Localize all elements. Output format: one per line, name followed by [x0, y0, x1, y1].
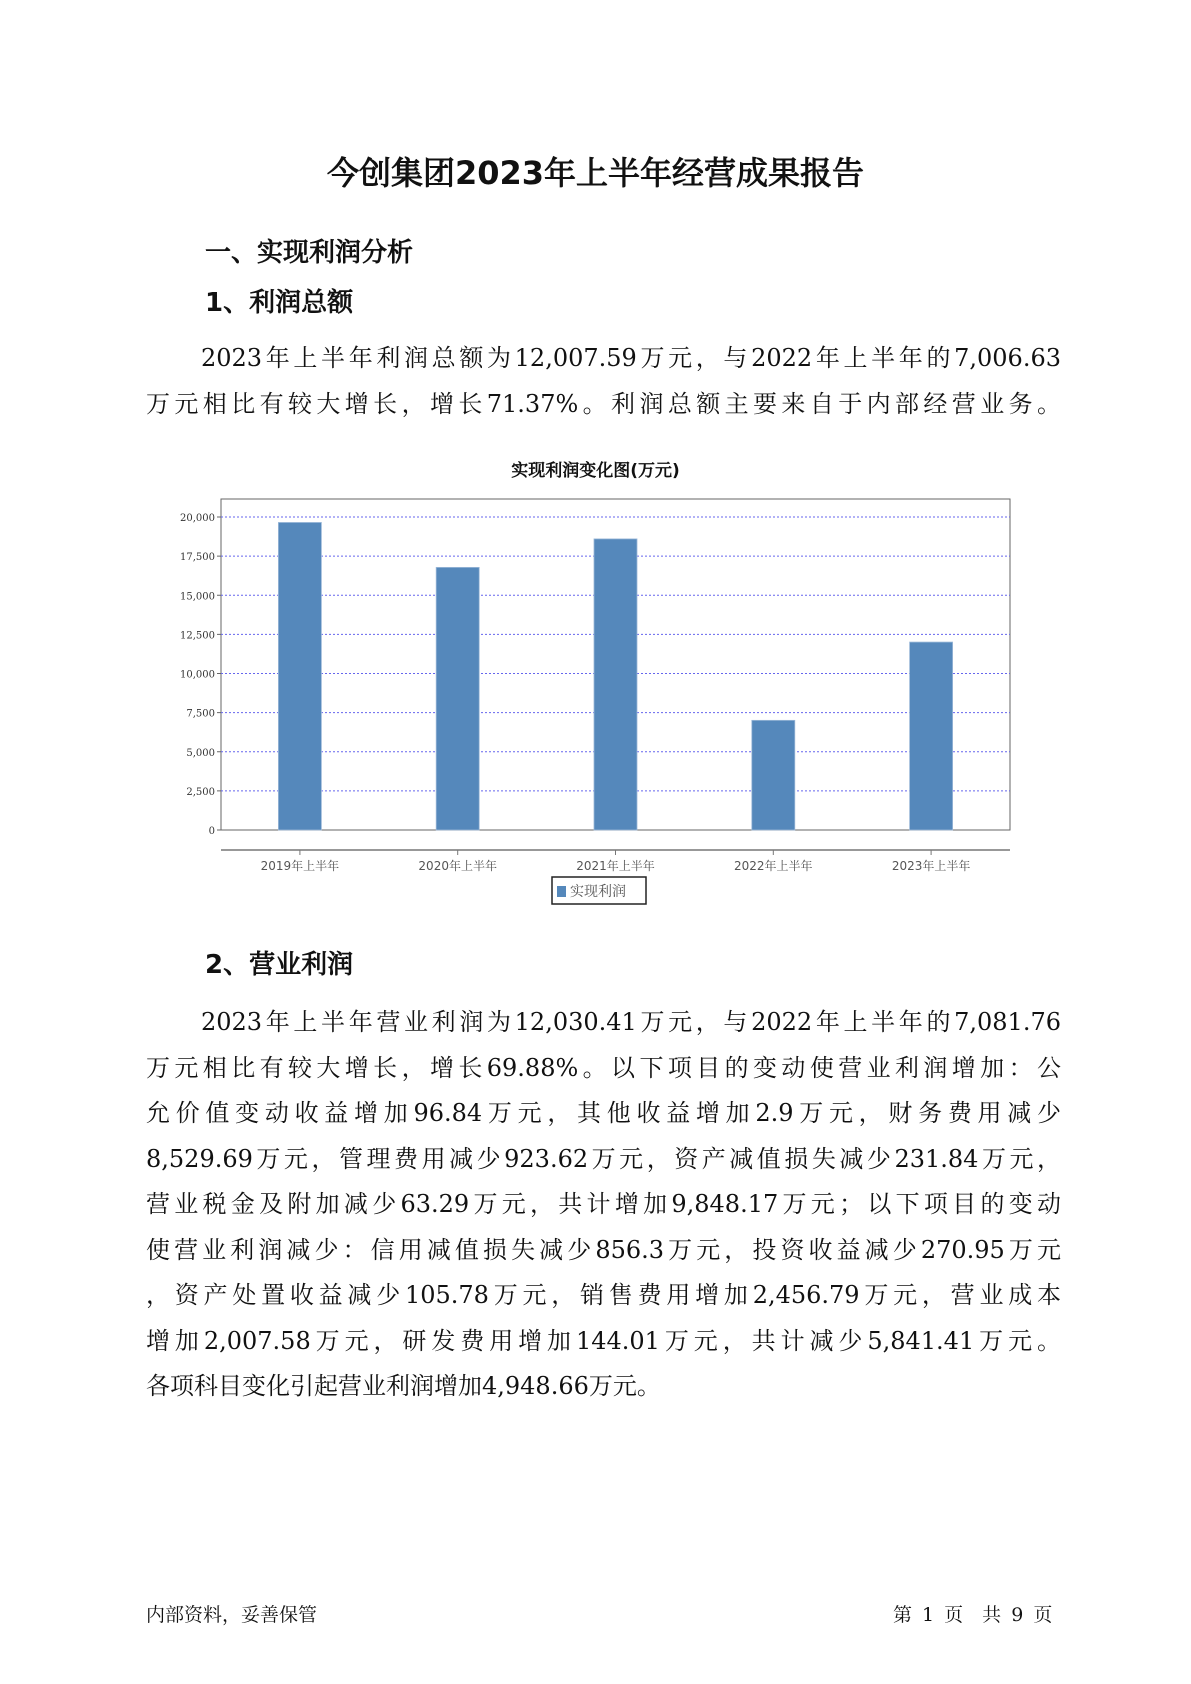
bar: [594, 539, 637, 830]
y-tick-label: 7,500: [186, 708, 215, 720]
text-line: 增加2,007.58万元，研发费用增加144.01万元，共计减少5,841.41万元。: [146, 1326, 1061, 1355]
footer-note: 内部资料，妥善保管: [146, 1604, 318, 1626]
text-line: ，资产处置收益减少105.78万元，销售费用增加2,456.79万元，营业成本: [146, 1281, 1061, 1309]
text-line: 营业税金及附加减少63.29万元，共计增加9,848.17万元；以下项目的变动: [146, 1190, 1061, 1218]
y-tick-label: 15,000: [180, 591, 215, 603]
y-tick-label: 17,500: [180, 552, 215, 564]
section-heading: 一、实现利润分析: [205, 238, 414, 268]
y-tick-label: 20,000: [180, 513, 215, 524]
y-tick-label: 5,000: [186, 747, 215, 759]
subsection-heading: 2、营业利润: [205, 950, 354, 980]
x-tick-label: 2020年上半年: [418, 859, 497, 873]
legend-swatch: [557, 886, 566, 897]
x-tick-label: 2022年上半年: [734, 859, 813, 873]
text-line: 8,529.69万元，管理费用减少923.62万元，资产减值损失减少231.84万元，: [146, 1144, 1061, 1173]
text-line: 2023年上半年营业利润为12,030.41万元，与2022年上半年的7,081.76: [201, 1008, 1061, 1036]
y-tick-label: 12,500: [180, 630, 215, 642]
page-number: 第 1 页 共 9 页: [893, 1604, 1053, 1626]
bar: [436, 567, 479, 830]
bar: [278, 522, 321, 830]
text-line: 各项科目变化引起营业利润增加4,948.66万元。: [146, 1372, 661, 1400]
text-line: 2023年上半年利润总额为12,007.59万元，与2022年上半年的7,006.63: [201, 344, 1061, 372]
text-line: 允价值变动收益增加96.84万元，其他收益增加2.9万元，财务费用减少: [146, 1099, 1061, 1127]
x-tick-label: 2021年上半年: [576, 859, 655, 873]
x-tick-label: 2019年上半年: [260, 859, 340, 873]
paragraph-profit-total: [146, 336, 1061, 427]
text-line: 万元相比有较大增长，增长71.37%。利润总额主要来自于内部经营业务。: [146, 389, 1061, 418]
document-title: 今创集团2023年上半年经营成果报告: [326, 154, 865, 192]
bar: [910, 642, 953, 830]
y-tick-label: 10,000: [180, 669, 215, 681]
text-line: 万元相比有较大增长，增长69.88%。以下项目的变动使营业利润增加：公: [146, 1053, 1061, 1082]
y-tick-label: 2,500: [186, 786, 215, 798]
chart-title: 实现利润变化图(万元): [511, 461, 680, 481]
x-tick-label: 2023年上半年: [891, 859, 971, 873]
paragraph-operating-profit: [146, 1000, 1061, 1410]
subsection-heading: 1、利润总额: [205, 288, 354, 318]
bar: [752, 720, 795, 830]
y-tick-label: 0: [208, 826, 215, 837]
legend-label: 实现利润: [570, 884, 626, 900]
text-line: 使营业利润减少：信用减值损失减少856.3万元，投资收益减少270.95万元: [146, 1235, 1061, 1264]
bar-chart: [0, 480, 1191, 910]
